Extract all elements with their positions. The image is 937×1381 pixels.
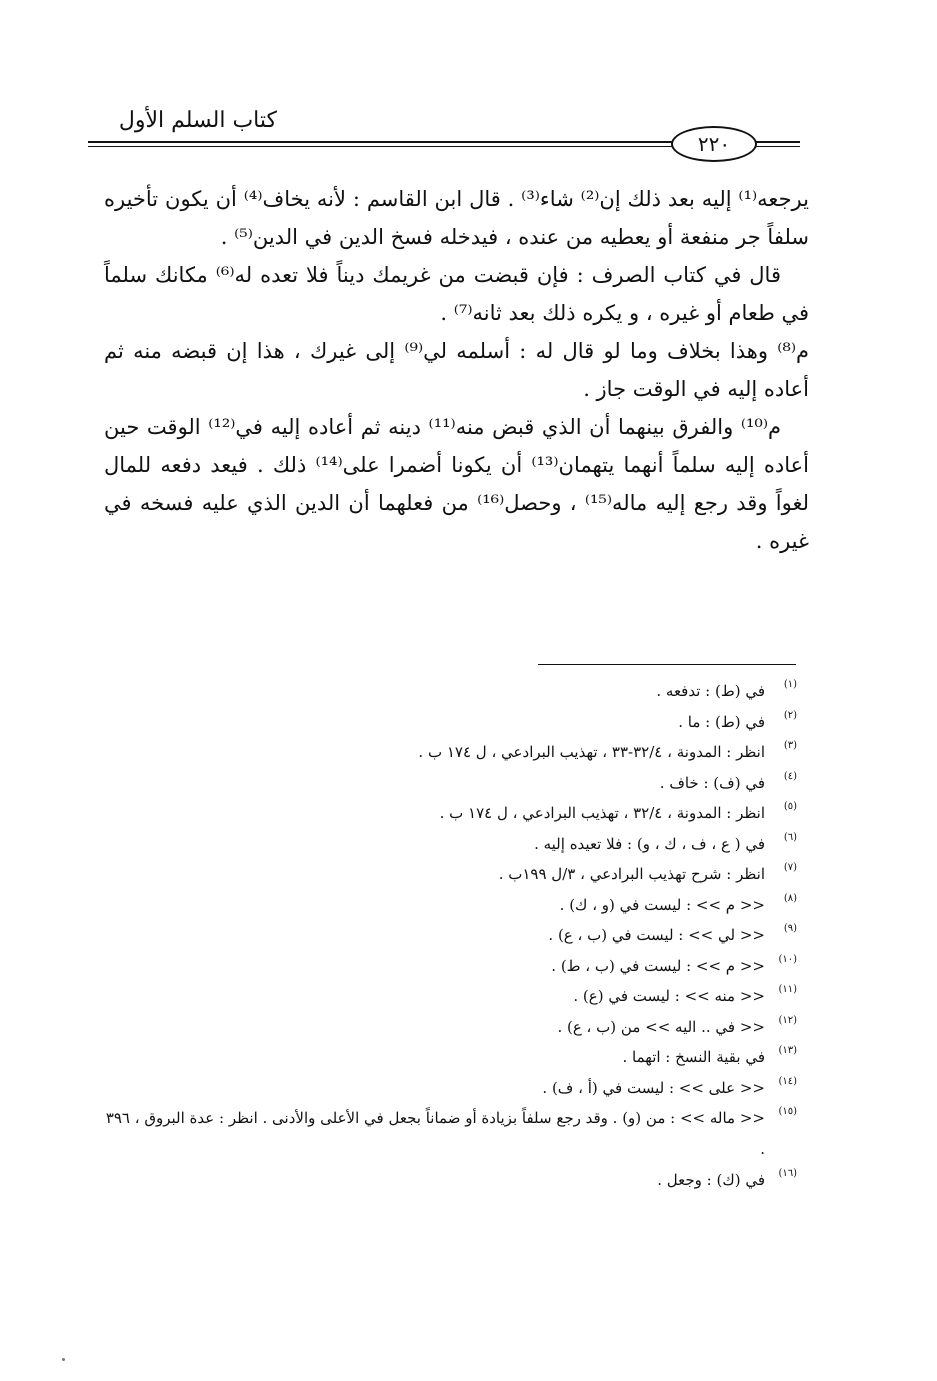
footnote [97, 829, 797, 860]
footnote-text: انظر : المدونة ، ٣٢/٤-٣٣ ، تهذيب البرادعي ، ل ١٧٤ ب . [418, 743, 765, 761]
footnote-number: (٣) [783, 740, 797, 751]
footnote [97, 707, 797, 738]
footnote-text: في (ط) : ما . [678, 712, 765, 731]
footnote-number: (١٢) [778, 1014, 797, 1026]
footnote-text: انظر : شرح تهذيب البرادعي ، ٣/ل ١٩٩ب . [498, 865, 765, 883]
footnote [97, 768, 797, 799]
footnote [97, 676, 797, 707]
footnote-number: (٤) [783, 770, 797, 782]
footnote-number: (٩) [783, 923, 797, 934]
book-title: كتاب السلم الأول [118, 108, 277, 133]
footnote-text: << على >> : ليست في (أ ، ف) . [542, 1078, 765, 1097]
footnotes [97, 676, 797, 1196]
footnote-text: << منه >> : ليست في (ع) . [573, 987, 765, 1005]
footnote-number: (٨) [783, 892, 797, 904]
footnote [97, 859, 797, 890]
footnote [97, 1073, 797, 1104]
footnote [97, 1012, 797, 1043]
footnote-number: (١) [783, 679, 797, 690]
paragraph: م⁽⁸⁾ وهذا بخلاف وما لو قال له : أسلمه لي⁽⁹⁾ إلى غيرك ، هذا إن قبضه منه ثم أعاده إليه في الوقت جاز . [104, 339, 809, 401]
footnote [97, 920, 797, 951]
footnote-text: في ( ع ، ف ، ك ، و) : فلا تعيده إليه . [534, 834, 765, 853]
footnote-text: << م >> : ليست في (ب ، ط) . [551, 956, 765, 975]
footnote-number: (٧) [783, 862, 797, 873]
footnote [97, 798, 797, 829]
footnote-number: (١٥) [778, 1106, 797, 1117]
footnote-number: (١٦) [778, 1168, 797, 1179]
footnote-number: (٦) [783, 831, 797, 843]
paragraph: قال في كتاب الصرف : فإن قبضت من غريمك ديناً فلا تعده له⁽⁶⁾ مكانك سلماً في طعام أو غيره ، و يكره ذلك بعد ثانه⁽⁷⁾ . [104, 263, 809, 325]
footnote-text: في (ف) : خاف . [659, 773, 765, 792]
footnote-text: في (ط) : تدفعه . [656, 682, 765, 700]
footnote-number: (٥) [783, 801, 797, 812]
main-text [104, 180, 809, 560]
footnote [97, 1103, 797, 1165]
footnote [97, 951, 797, 982]
footnote [97, 981, 797, 1012]
footnote [97, 1165, 797, 1196]
footnote-number: (٢) [783, 709, 797, 721]
footnote-number: (١٤) [778, 1075, 797, 1087]
footnote-text: في بقية النسخ : اتهما . [622, 1048, 765, 1066]
footnote [97, 1042, 797, 1073]
page-number: ٢٢٠ [671, 126, 757, 162]
footnote [97, 890, 797, 921]
footnote-text: << م >> : ليست في (و ، ك) . [559, 895, 765, 914]
footnote-number: (١٠) [778, 953, 797, 965]
footnote-separator [538, 664, 796, 665]
footnote-number: (١٣) [778, 1045, 797, 1056]
footnote-text: << لي >> : ليست في (ب ، ع) . [548, 926, 765, 944]
paragraph: يرجعه⁽¹⁾ إليه بعد ذلك إن⁽²⁾ شاء⁽³⁾ . قال ابن القاسم : لأنه يخاف⁽⁴⁾ أن يكون تأخيره سلفاً جر منفعة أو يعطيه من عنده ، فيدخله فسخ الدين في الدين⁽⁵⁾ . [104, 187, 809, 249]
scan-speck [62, 1358, 65, 1361]
paragraph: م⁽¹⁰⁾ والفرق بينهما أن الذي قبض منه⁽¹¹⁾ دينه ثم أعاده إليه في⁽¹²⁾ الوقت حين أعاده إليه سلماً أنهما يتهمان⁽¹³⁾ أن يكونا أضمرا على⁽¹⁴⁾ ذلك . فيعد دفعه للمال لغواً وقد رجع إليه ماله⁽¹⁵⁾ ، وحصل⁽¹⁶⁾ من فعلهما أن الدين الذي عليه فسخه في غيره . [104, 415, 809, 553]
footnote [97, 737, 797, 768]
footnote-text: << في .. اليه >> من (ب ، ع) . [557, 1017, 765, 1036]
footnote-number: (١١) [778, 984, 797, 995]
footnote-text: انظر : المدونة ، ٣٢/٤ ، تهذيب البرادعي ، ل ١٧٤ ب . [439, 804, 765, 822]
footnote-text: في (ك) : وجعل . [657, 1171, 765, 1189]
footnote-text: << ماله >> : من (و) . وقد رجع سلفاً بزيادة أو ضماناً بجعل في الأعلى والأدنى . انظر : عدة البروق ، ٣٩٦ . [105, 1109, 765, 1158]
